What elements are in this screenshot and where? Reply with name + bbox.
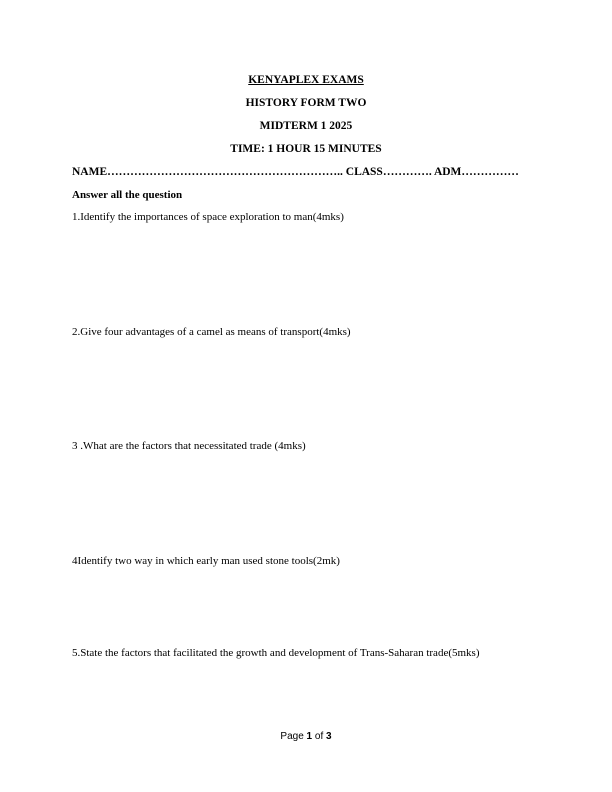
question-5: 5.State the factors that facilitated the growth and development of Trans-Saharan trade(5mks): [72, 647, 480, 659]
question-3: 3 .What are the factors that necessitated trade (4mks): [72, 440, 306, 452]
page-footer: [0, 731, 612, 743]
instructions: Answer all the question: [72, 189, 183, 201]
school-title: KENYAPLEX EXAMS: [248, 74, 364, 86]
question-2: 2.Give four advantages of a camel as means of transport(4mks): [72, 326, 351, 338]
question-4: 4Identify two way in which early man used stone tools(2mk): [72, 555, 340, 567]
question-1: 1.Identify the importances of space exploration to man(4mks): [72, 211, 344, 223]
subject-title: HISTORY FORM TWO: [245, 97, 367, 109]
of-word: of: [314, 731, 324, 742]
page-total: 3: [326, 731, 332, 742]
page-number: 1: [306, 731, 313, 742]
student-details-line: NAME…………………………………………………….. CLASS…………. ADM……………: [72, 166, 519, 178]
page-word: Page: [280, 731, 304, 742]
exam-title: MIDTERM 1 2025: [259, 120, 353, 132]
exam-time: TIME: 1 HOUR 15 MINUTES: [230, 143, 382, 155]
